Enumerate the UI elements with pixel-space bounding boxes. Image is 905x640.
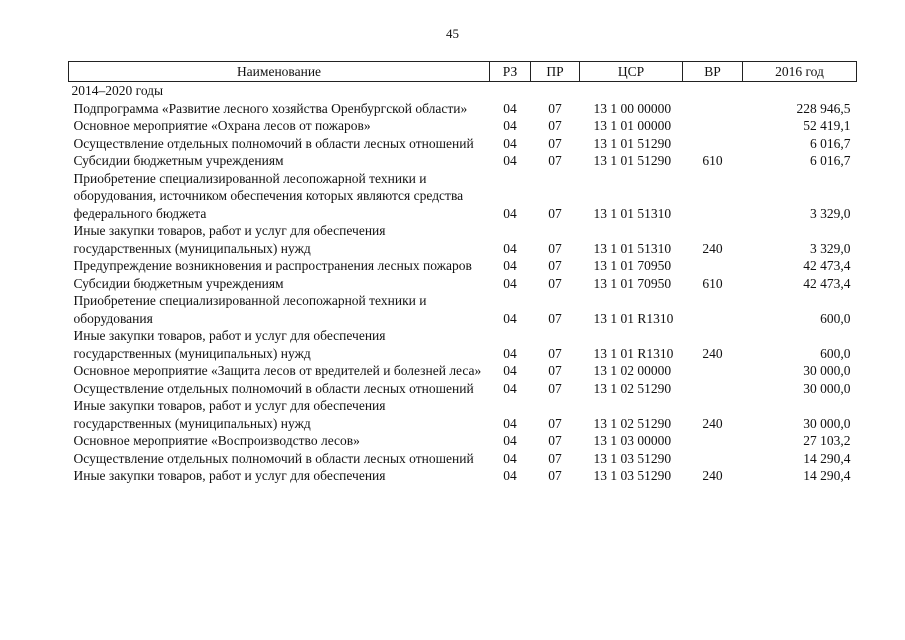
cell-vr: [683, 450, 743, 468]
table-row: [69, 380, 857, 398]
cell-vr: 610: [702, 275, 723, 291]
cell-csr: [580, 82, 683, 100]
cell-amount: 14 290,4: [803, 450, 851, 466]
cell-pr: 07: [548, 363, 562, 378]
cell-name: Основное мероприятие «Защита лесов от вредителей и болезней леса»: [73, 363, 482, 378]
cell-pr: 07: [548, 100, 562, 116]
cell-vr: [683, 362, 743, 380]
cell-vr: [683, 292, 743, 327]
cell-name: Основное мероприятие «Воспроизводство лесов»: [73, 433, 360, 448]
header-name: Наименование: [69, 62, 490, 82]
cell-pr: 07: [548, 380, 562, 396]
cell-pr: 07: [548, 240, 562, 256]
cell-csr: 13 1 01 51310: [593, 205, 672, 221]
table-row: [69, 397, 857, 432]
cell-name: Осуществление отдельных полномочий в области лесных отношений: [73, 450, 474, 466]
cell-vr: [683, 100, 743, 118]
table-row: [69, 222, 857, 257]
cell-csr: 13 1 02 51290: [593, 380, 672, 396]
cell-csr: 13 1 02 51290: [593, 415, 672, 431]
cell-name: Подпрограмма «Развитие лесного хозяйства Оренбургской области»: [73, 100, 468, 116]
cell-rz: 04: [503, 363, 517, 378]
budget-table: [68, 61, 857, 485]
cell-vr: [683, 170, 743, 223]
cell-name: Иные закупки товаров, работ и услуг для обеспечения государственных (муниципальных) нужд: [73, 398, 386, 431]
cell-vr: 610: [702, 153, 723, 168]
table-row: [69, 82, 857, 100]
cell-name: Приобретение специализированной лесопожарной техники и оборудования, источником обеспечения которых являются средства федерального бюджета: [73, 170, 464, 221]
cell-amount: 3 329,0: [810, 205, 851, 221]
cell-csr: 13 1 01 00000: [593, 118, 672, 133]
cell-pr: 07: [548, 345, 562, 361]
table-body: [69, 82, 857, 485]
cell-rz: 04: [503, 415, 517, 431]
cell-pr: 07: [548, 153, 562, 168]
cell-rz: 04: [503, 118, 517, 133]
cell-pr: 07: [548, 310, 562, 326]
cell-rz: 04: [503, 205, 517, 221]
table-row: [69, 292, 857, 327]
cell-vr: 240: [702, 240, 723, 256]
cell-csr: 13 1 01 51290: [593, 153, 672, 168]
cell-name: Предупреждение возникновения и распространения лесных пожаров: [73, 258, 472, 273]
cell-csr: 13 1 01 70950: [593, 258, 672, 273]
page-number: 45: [446, 26, 459, 41]
cell-csr: 13 1 00 00000: [593, 100, 672, 116]
table-row: [69, 117, 857, 135]
cell-csr: 13 1 03 51290: [593, 450, 672, 466]
cell-pr: 07: [548, 275, 562, 291]
cell-vr: [683, 432, 743, 450]
cell-pr: 07: [548, 433, 562, 448]
header-rz: РЗ: [490, 62, 531, 82]
cell-rz: 04: [503, 345, 517, 361]
cell-vr: [683, 380, 743, 398]
cell-amount: 6 016,7: [810, 135, 851, 151]
cell-amount: 42 473,4: [803, 275, 851, 291]
cell-name: Основное мероприятие «Охрана лесов от пожаров»: [73, 118, 371, 133]
table-row: [69, 362, 857, 380]
table-row: [69, 327, 857, 362]
cell-vr: [683, 117, 743, 135]
cell-amount: 30 000,0: [803, 363, 851, 378]
cell-name: Иные закупки товаров, работ и услуг для обеспечения государственных (муниципальных) нужд: [73, 223, 386, 256]
header-csr: ЦСР: [580, 62, 683, 82]
cell-rz: 04: [503, 468, 517, 483]
cell-csr: 13 1 01 51310: [593, 240, 672, 256]
cell-amount: 42 473,4: [803, 258, 851, 273]
cell-name: Субсидии бюджетным учреждениям: [73, 275, 284, 291]
cell-amount: 600,0: [820, 345, 851, 361]
cell-csr: 13 1 01 51290: [593, 135, 672, 151]
table-row: [69, 450, 857, 468]
table-row: [69, 257, 857, 275]
cell-amount: 30 000,0: [803, 415, 851, 431]
cell-amount: 27 103,2: [803, 433, 851, 448]
cell-amount: 6 016,7: [810, 153, 851, 168]
cell-amount: [743, 82, 857, 100]
cell-name: Субсидии бюджетным учреждениям: [73, 153, 284, 168]
table-row: [69, 100, 857, 118]
header-pr: ПР: [531, 62, 580, 82]
cell-vr: [683, 135, 743, 153]
cell-pr: 07: [548, 135, 562, 151]
cell-vr: 240: [702, 345, 723, 361]
cell-csr: 13 1 01 R1310: [593, 345, 674, 361]
cell-rz: 04: [503, 135, 517, 151]
table-header: [69, 62, 857, 82]
cell-amount: 3 329,0: [810, 240, 851, 256]
cell-rz: 04: [503, 433, 517, 448]
cell-name: Осуществление отдельных полномочий в области лесных отношений: [73, 380, 474, 396]
cell-pr: 07: [548, 450, 562, 466]
cell-pr: 07: [548, 468, 562, 483]
header-row: [69, 62, 857, 82]
table-row: [69, 152, 857, 170]
cell-amount: 14 290,4: [803, 468, 851, 483]
cell-rz: 04: [503, 310, 517, 326]
cell-csr: 13 1 03 51290: [593, 468, 672, 483]
cell-amount: 228 946,5: [796, 100, 851, 116]
cell-csr: 13 1 01 70950: [593, 275, 672, 291]
table-row: [69, 432, 857, 450]
cell-csr: 13 1 03 00000: [593, 433, 672, 448]
cell-rz: 04: [503, 240, 517, 256]
cell-pr: [531, 82, 580, 100]
cell-name: Иные закупки товаров, работ и услуг для обеспечения государственных (муниципальных) нужд: [73, 328, 386, 361]
header-vr: ВР: [683, 62, 743, 82]
cell-vr: 240: [702, 468, 723, 483]
header-year: 2016 год: [743, 62, 857, 82]
cell-vr: [683, 257, 743, 275]
cell-csr: 13 1 01 R1310: [593, 310, 674, 326]
table-row: [69, 135, 857, 153]
cell-pr: 07: [548, 118, 562, 133]
cell-rz: 04: [503, 153, 517, 168]
cell-rz: [490, 82, 531, 100]
table-row: [69, 275, 857, 293]
cell-name: Приобретение специализированной лесопожарной техники и оборудования: [73, 293, 427, 326]
cell-pr: 07: [548, 258, 562, 273]
cell-amount: 52 419,1: [803, 118, 851, 133]
cell-name: 2014–2020 годы: [71, 83, 164, 98]
cell-rz: 04: [503, 258, 517, 273]
cell-pr: 07: [548, 205, 562, 221]
cell-vr: [683, 82, 743, 100]
cell-name: Осуществление отдельных полномочий в области лесных отношений: [73, 135, 474, 151]
cell-rz: 04: [503, 380, 517, 396]
cell-name: Иные закупки товаров, работ и услуг для обеспечения: [73, 468, 386, 483]
cell-rz: 04: [503, 100, 517, 116]
cell-pr: 07: [548, 415, 562, 431]
cell-rz: 04: [503, 450, 517, 466]
cell-amount: 600,0: [820, 310, 851, 326]
cell-rz: 04: [503, 275, 517, 291]
cell-csr: 13 1 02 00000: [593, 363, 672, 378]
cell-vr: 240: [702, 415, 723, 431]
cell-amount: 30 000,0: [803, 380, 851, 396]
table-row: [69, 467, 857, 485]
table-row: [69, 170, 857, 223]
